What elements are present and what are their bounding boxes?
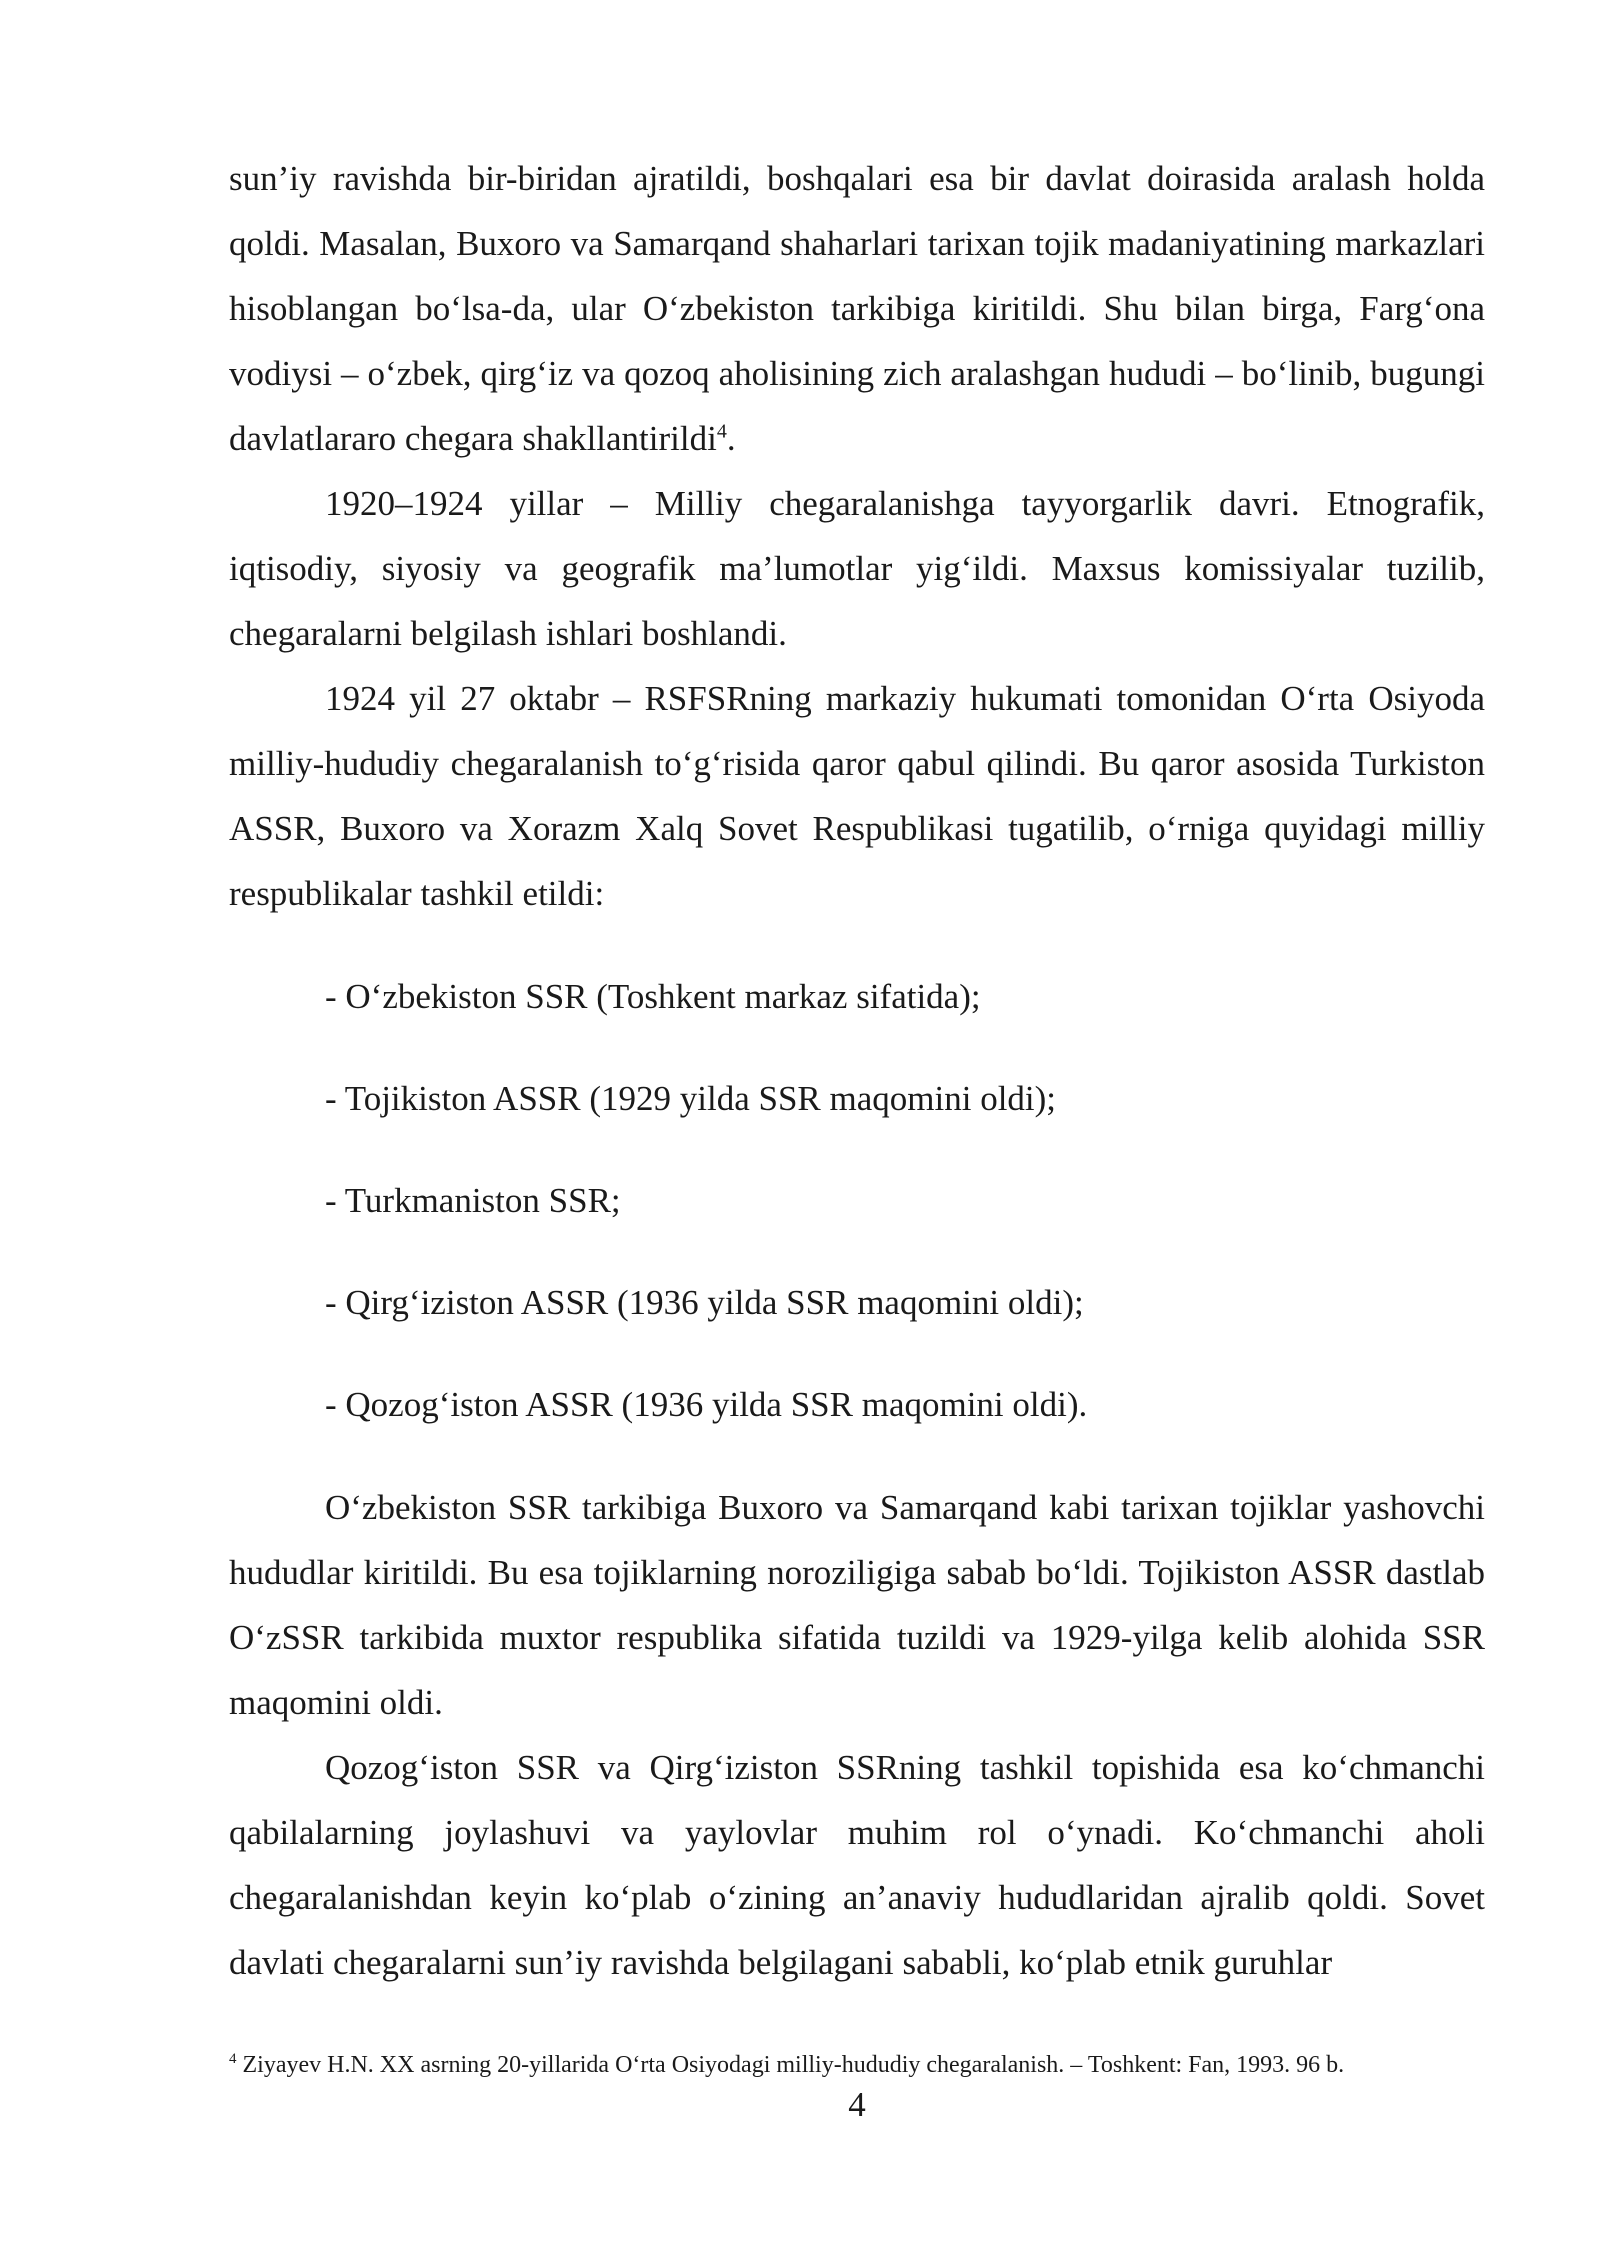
footnote <box>229 2048 1489 2082</box>
list-item: - Qirg‘iziston ASSR (1936 yilda SSR maqomini oldi); <box>325 1283 1084 1322</box>
paragraph-continued <box>229 146 1485 471</box>
republics-list <box>229 964 1485 1437</box>
footnote-text: Ziyayev H.N. XX asrning 20-yillarida O‘rta Osiyodagi milliy-hududiy chegaralanish. – Toshkent: Fan, 1993. 96 b. <box>242 2052 1345 2078</box>
paragraph-end-punctuation: . <box>726 419 736 458</box>
footnote-reference[interactable]: 4 <box>716 420 727 443</box>
paragraph-uzbek-ssr: O‘zbekiston SSR tarkibiga Buxoro va Samarqand kabi tarixan tojiklar yashovchi hududlar kiritildi. Bu esa tojiklarning noroziligiga sabab bo‘ldi. Tojikiston ASSR dastlab O‘zSSR tarkibida muxtor respublika sifatida tuzildi va 1929-yilga kelib alohida SSR maqomini oldi. <box>229 1488 1485 1722</box>
main-text <box>229 146 1485 1995</box>
footnote-number: 4 <box>229 2051 237 2067</box>
paragraph-preparation-period: 1920–1924 yillar – Milliy chegaralanishga tayyorgarlik davri. Etnografik, iqtisodiy, siyosiy va geografik ma’lumotlar yig‘ildi. Maxsus komissiyalar tuzilib, chegaralarni belgilash ishlari boshlandi. <box>229 484 1485 653</box>
paragraph-text: sun’iy ravishda bir-biridan ajratildi, boshqalari esa bir davlat doirasida aralash holda qoldi. Masalan, Buxoro va Samarqand shaharlari tarixan tojik madaniyatining markazlari hisoblangan bo‘lsa-da, ular O‘zbekiston tarkibiga kiritildi. Shu bilan birga, Farg‘ona vodiysi – o‘zbek, qirg‘iz va qozoq aholisining zich aralashgan hududi – bo‘linib, bugungi davlatlararo chegara shakllantirildi <box>229 159 1485 458</box>
page-number: 4 <box>848 2085 866 2124</box>
paragraph-kazakh-kyrgyz: Qozog‘iston SSR va Qirg‘iziston SSRning tashkil topishida esa ko‘chmanchi qabilalarning joylashuvi va yaylovlar muhim rol o‘ynadi. Ko‘chmanchi aholi chegaralanishdan keyin ko‘plab o‘zining an’anaviy hududlaridan ajralib qoldi. Sovet davlati chegaralarni sun’iy ravishda belgilagani sababli, ko‘plab etnik guruhlar <box>229 1748 1485 1982</box>
list-item: - Qozog‘iston ASSR (1936 yilda SSR maqomini oldi). <box>325 1385 1088 1424</box>
paragraph-delimitation-decision: 1924 yil 27 oktabr – RSFSRning markaziy hukumati tomonidan O‘rta Osiyoda milliy-hududiy chegaralanish to‘g‘risida qaror qabul qilindi. Bu qaror asosida Turkiston ASSR, Buxoro va Xorazm Xalq Sovet Respublikasi tugatilib, o‘rniga quyidagi milliy respublikalar tashkil etildi: <box>229 679 1485 913</box>
list-item: - Tojikiston ASSR (1929 yilda SSR maqomini oldi); <box>325 1079 1057 1118</box>
list-item: - Turkmaniston SSR; <box>325 1181 621 1220</box>
list-item: - O‘zbekiston SSR (Toshkent markaz sifatida); <box>325 977 981 1016</box>
